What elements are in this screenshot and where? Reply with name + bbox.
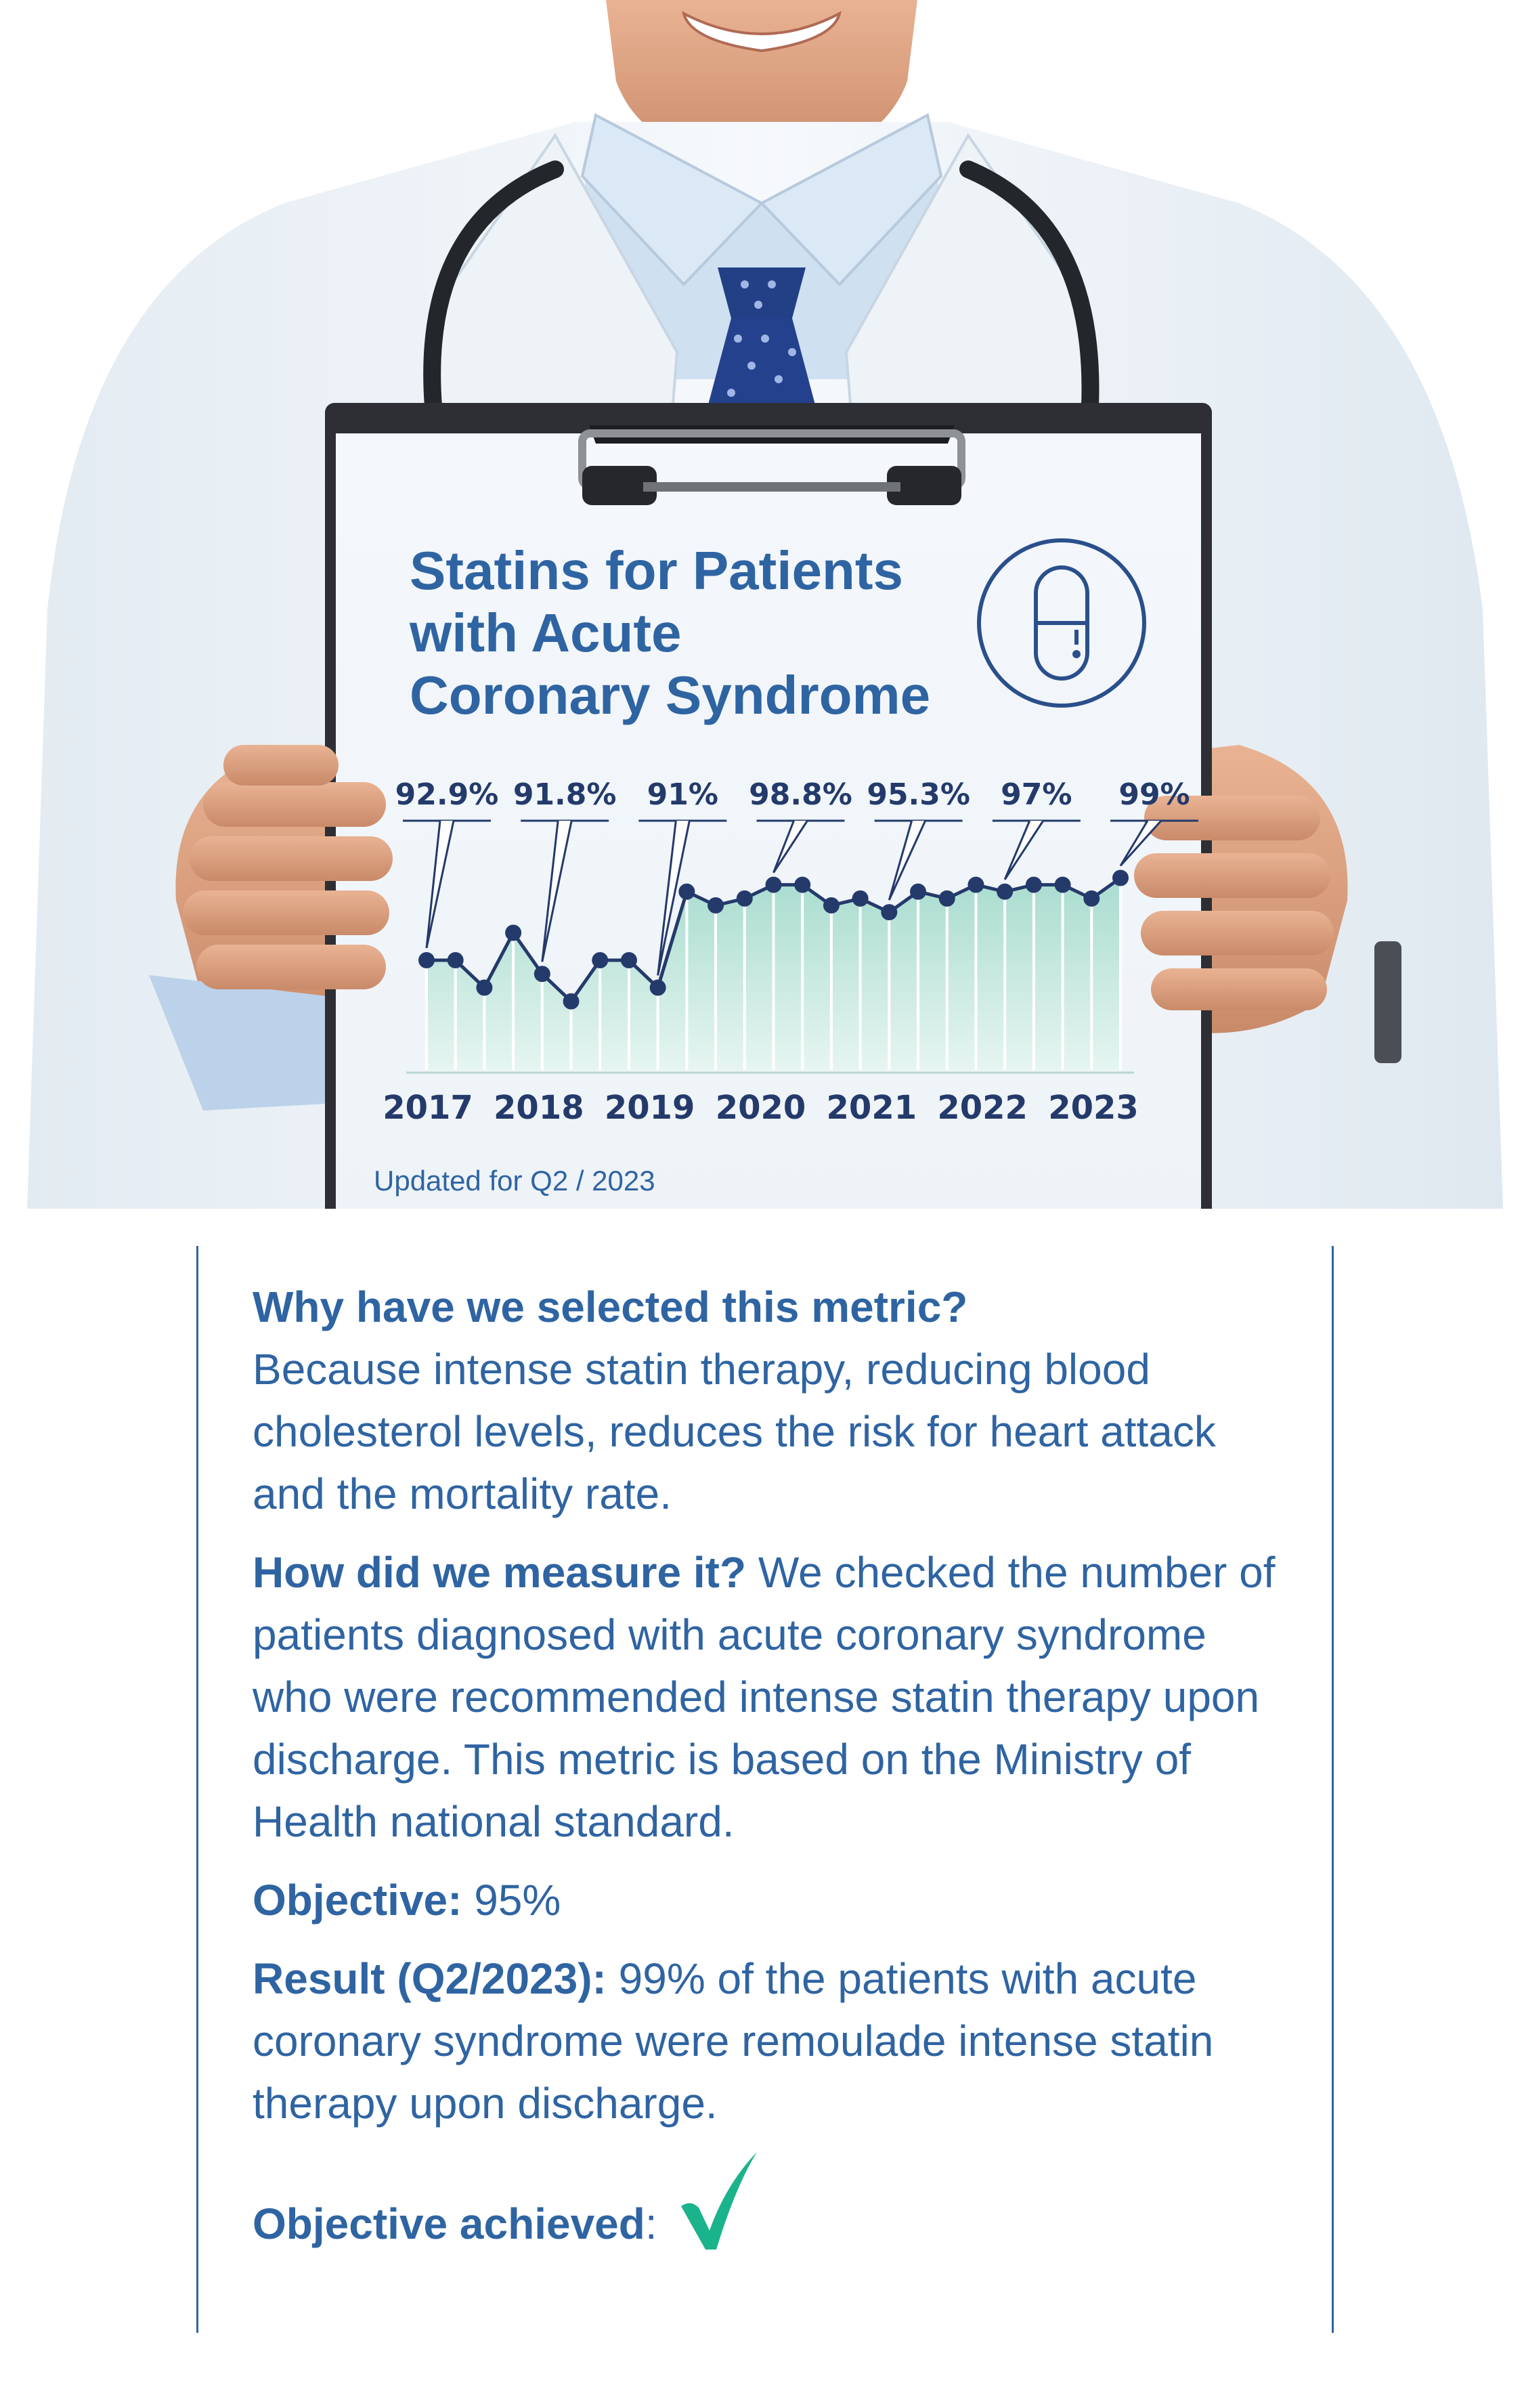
annual-label-6: 99% xyxy=(1118,777,1190,812)
annual-label-3: 98.8% xyxy=(749,777,852,812)
data-point-23 xyxy=(1083,890,1100,907)
data-point-9 xyxy=(678,884,695,900)
year-label-2022: 2022 xyxy=(937,1089,1028,1127)
data-point-5 xyxy=(563,993,580,1010)
how-section xyxy=(253,1541,1291,1853)
data-point-1 xyxy=(448,952,464,968)
annual-label-5: 97% xyxy=(1001,777,1072,812)
how-text: We checked the number of patients diagnosed with acute coronary syndrome who were recommended intense statin therapy upon discharge. This metric is based on the Ministry of Health national standard. xyxy=(253,1548,1276,1846)
data-point-17 xyxy=(910,884,926,900)
annual-label-1: 91.8% xyxy=(513,777,617,812)
data-point-19 xyxy=(967,877,984,893)
annual-label-4: 95.3% xyxy=(867,777,970,812)
achieved-section xyxy=(253,2151,1291,2255)
result-label: Result (Q2/2023): xyxy=(253,1954,607,2003)
objective-value: 95% xyxy=(474,1876,561,1925)
data-point-24 xyxy=(1112,870,1129,886)
wristwatch-icon xyxy=(1374,941,1401,1063)
data-point-16 xyxy=(881,904,897,920)
card-title-line-3: Coronary Syndrome xyxy=(410,665,931,725)
updated-label: Updated for Q2 / 2023 xyxy=(374,1165,655,1197)
objective-section xyxy=(253,1869,1291,1931)
data-point-8 xyxy=(650,980,666,996)
year-label-2019: 2019 xyxy=(604,1089,695,1127)
data-point-11 xyxy=(737,890,753,907)
year-label-2018: 2018 xyxy=(494,1089,584,1127)
card-title-line-2: with Acute xyxy=(410,603,682,663)
achieved-colon: : xyxy=(645,2199,657,2248)
result-text: 99% of the patients with acute coronary syndrome were remoulade intense statin therapy upon discharge. xyxy=(253,1954,1214,2128)
data-point-6 xyxy=(592,952,608,968)
year-label-2017: 2017 xyxy=(383,1089,473,1127)
annual-label-0: 92.9% xyxy=(395,777,499,812)
data-point-3 xyxy=(505,925,521,941)
achieved-label: Objective achieved xyxy=(253,2199,645,2248)
data-point-20 xyxy=(997,884,1013,900)
data-point-22 xyxy=(1055,877,1071,893)
year-label-2021: 2021 xyxy=(826,1089,917,1127)
data-point-21 xyxy=(1026,877,1042,893)
year-label-2023: 2023 xyxy=(1048,1089,1139,1127)
data-point-15 xyxy=(852,890,869,907)
year-label-2020: 2020 xyxy=(715,1089,806,1127)
data-point-2 xyxy=(476,980,492,996)
card-title-line-1: Statins for Patients xyxy=(410,540,904,601)
why-text: Because intense statin therapy, reducing blood cholesterol levels, reduces the risk for heart attack and the mortality rate. xyxy=(253,1345,1216,1518)
data-point-18 xyxy=(939,890,955,907)
why-heading: Why have we selected this metric? xyxy=(253,1283,968,1331)
data-point-13 xyxy=(794,877,810,893)
objective-label: Objective: xyxy=(253,1876,462,1925)
data-point-12 xyxy=(766,877,782,893)
annual-label-2: 91% xyxy=(647,777,718,812)
why-section xyxy=(253,1276,1291,1525)
data-point-14 xyxy=(823,897,840,913)
info-panel xyxy=(196,1246,1334,2333)
data-point-0 xyxy=(418,952,435,968)
data-point-4 xyxy=(534,966,550,982)
result-section xyxy=(253,1948,1291,2134)
checkmark-icon xyxy=(678,2151,760,2252)
data-point-7 xyxy=(621,952,637,968)
how-heading: How did we measure it? xyxy=(253,1548,747,1597)
data-point-10 xyxy=(707,897,724,913)
